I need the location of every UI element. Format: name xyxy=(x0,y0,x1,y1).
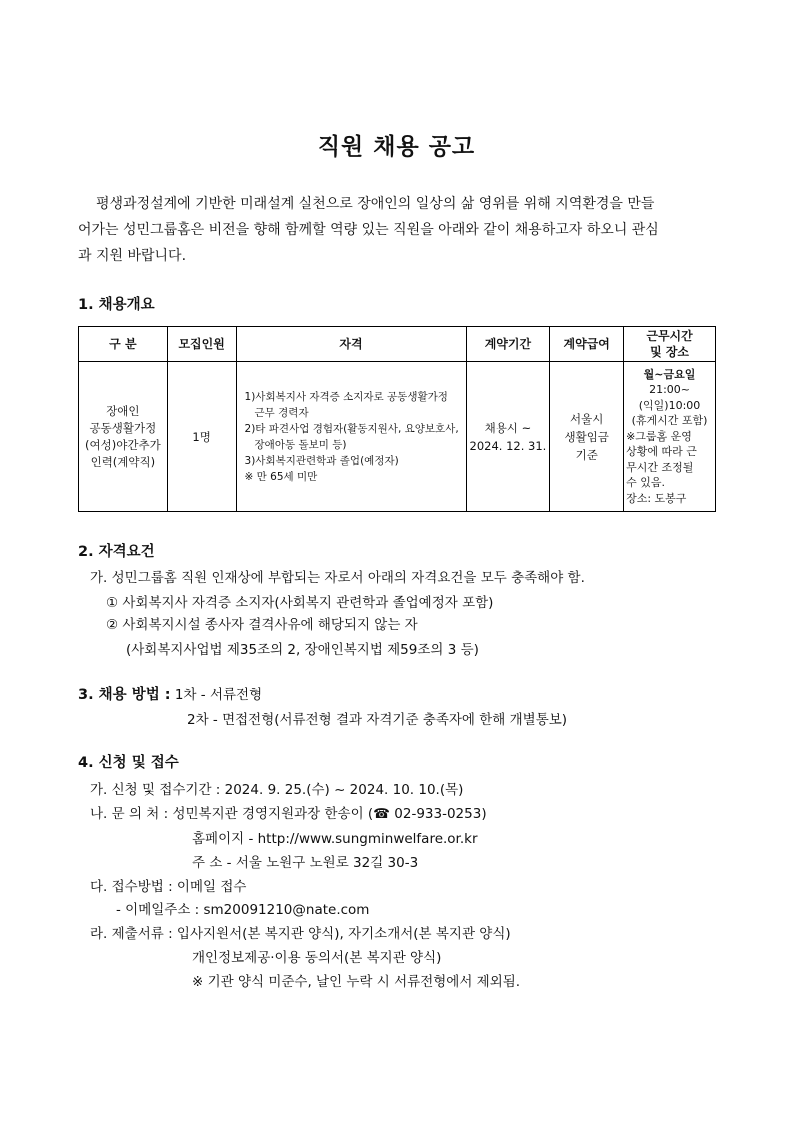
intro-line: 어가는 성민그룹홈은 비전을 향해 함께할 역량 있는 직원을 아래와 같이 채용하고자 하오니 관심 xyxy=(78,222,659,238)
apply-method: 다. 접수방법 : 이메일 접수 xyxy=(90,879,247,895)
header-hours: 근무시간 및 장소 xyxy=(624,327,716,362)
cell-salary: 서울시 생활임금 기준 xyxy=(550,362,624,512)
apply-period: 가. 신청 및 접수기간 : 2024. 9. 25.(수) ~ 2024. 10. 10.(목) xyxy=(90,782,464,798)
requirement-line: 가. 성민그룹홈 직원 인재상에 부합되는 자로서 아래의 자격요건을 모두 충족해야 함. xyxy=(90,570,585,586)
table-row xyxy=(79,362,716,512)
cell-hours: 월~금요일 21:00~ (익일)10:00 (휴게시간 포함) ※그룹홈 운영 상황에 따라 근 무시간 조정될 수 있음. 장소: 도봉구 xyxy=(624,362,716,512)
header-salary: 계약급여 xyxy=(550,327,624,362)
intro-paragraph xyxy=(78,191,718,269)
header-category: 구 분 xyxy=(79,327,168,362)
section1-heading: 1. 채용개요 xyxy=(78,297,155,313)
cell-category: 장애인 공동생활가정 (여성)야간추가 인력(계약직) xyxy=(79,362,168,512)
header-period: 계약기간 xyxy=(466,327,550,362)
page-title: 직원 채용 공고 xyxy=(317,134,476,160)
requirement-line: (사회복지사업법 제35조의 2, 장애인복지법 제59조의 3 등) xyxy=(126,642,479,658)
cell-period: 채용시 ~ 2024. 12. 31. xyxy=(466,362,550,512)
contact-line: 나. 문 의 처 : 성민복지관 경영지원과장 한송이 (☎ 02-933-0253) xyxy=(90,806,487,822)
method-step2: 2차 - 면접전형(서류전형 결과 자격기준 충족자에 한해 개별통보) xyxy=(187,712,568,728)
header-count: 모집인원 xyxy=(167,327,236,362)
method-step1: 1차 - 서류전형 xyxy=(174,687,263,703)
section3-heading: 3. 채용 방법 : xyxy=(78,687,171,703)
requirement-line: ② 사회복지시설 종사자 결격사유에 해당되지 않는 자 xyxy=(106,617,418,633)
table-header-row xyxy=(79,327,716,362)
section2-heading: 2. 자격요건 xyxy=(78,544,155,560)
intro-line: 과 지원 바랍니다. xyxy=(78,248,187,264)
email-line: - 이메일주소 : sm20091210@nate.com xyxy=(116,902,370,918)
documents-line: 라. 제출서류 : 입사지원서(본 복지관 양식), 자기소개서(본 복지관 양식) xyxy=(90,926,511,942)
section3-line xyxy=(78,683,262,704)
recruitment-table xyxy=(78,326,716,512)
documents-note: ※ 기관 양식 미준수, 날인 누락 시 서류전형에서 제외됨. xyxy=(192,974,521,990)
documents-line-2: 개인정보제공·이용 동의서(본 복지관 양식) xyxy=(192,950,442,966)
header-qualification: 자격 xyxy=(236,327,466,362)
homepage-line: 홈페이지 - http://www.sungminwelfare.or.kr xyxy=(192,831,478,847)
requirement-line: ① 사회복지사 자격증 소지자(사회복지 관련학과 졸업예정자 포함) xyxy=(106,595,494,611)
intro-line: 평생과정설계에 기반한 미래설계 실천으로 장애인의 일상의 삶 영위를 위해 지역환경을 만들 xyxy=(96,196,655,212)
section4-heading: 4. 신청 및 접수 xyxy=(78,755,179,771)
address-line: 주 소 - 서울 노원구 노원로 32길 30-3 xyxy=(192,855,419,871)
cell-qualification: 1)사회복지사 자격증 소지자로 공동생활가정 근무 경력자 2)타 파견사업 경험자(활동지원사, 요양보호사, 장애아동 돌보미 등) 3)사회복지관련학과 졸업(예정자) ※ 만 65세 미만 xyxy=(236,362,466,512)
cell-count: 1명 xyxy=(167,362,236,512)
